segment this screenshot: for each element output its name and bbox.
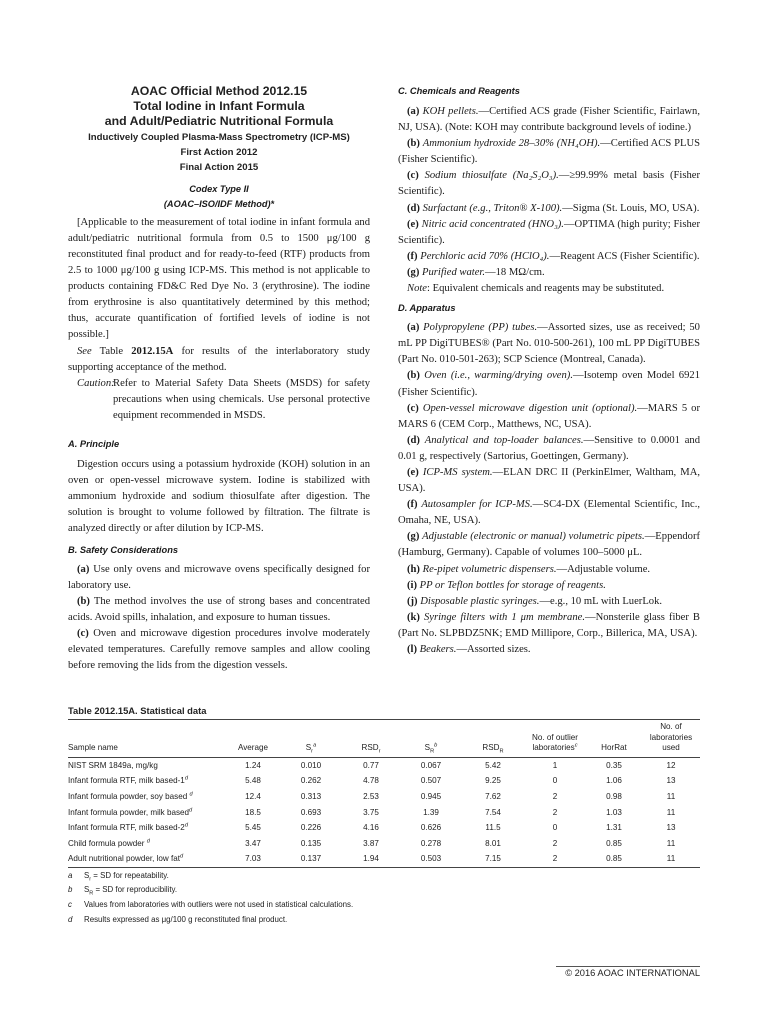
apparatus-list xyxy=(398,320,700,658)
copyright: © 2016 AOAC INTERNATIONAL xyxy=(556,966,700,978)
cell-rsdR: 8.01 xyxy=(485,838,501,848)
col-sample-name: Sample name xyxy=(68,743,118,752)
footnote xyxy=(68,898,700,913)
item-name: Purified water. xyxy=(422,266,485,278)
cell-rsdR: 7.54 xyxy=(485,807,501,817)
sample-name: NIST SRM 1849a, mg/kg xyxy=(68,760,158,770)
item-text: —e.g., 10 mL with LuerLok. xyxy=(539,595,663,607)
apparatus-item xyxy=(398,529,700,561)
col-outlier-labs: No. of outlier laboratories$^c$ xyxy=(532,732,578,752)
cell-sr: 0.135 xyxy=(300,838,322,848)
item-label: (e) xyxy=(407,218,419,230)
item-label: (a) xyxy=(407,322,420,334)
chemicals-item xyxy=(398,249,700,265)
col-average: Average xyxy=(238,743,268,752)
apparatus-item xyxy=(398,368,700,400)
footnote-main: S xyxy=(84,885,90,895)
col-sR: $S_R^b$ xyxy=(424,742,438,755)
cell-rsdR: 11.5 xyxy=(485,823,501,833)
cell-used: 13 xyxy=(666,776,676,786)
footnote-mark: d xyxy=(189,791,193,798)
cell-avg: 18.5 xyxy=(245,807,261,817)
item-label: (c) xyxy=(407,402,419,414)
cell-used: 13 xyxy=(666,823,676,833)
item-name: PP or Teflon bottles for storage of reagents. xyxy=(419,579,606,591)
chemicals-item xyxy=(398,136,700,168)
sample-name: Infant formula powder, milk based xyxy=(68,807,190,817)
item-label: (b) xyxy=(77,595,90,607)
item-name: ICP-MS system. xyxy=(422,466,493,478)
item-label: (l) xyxy=(407,644,417,655)
cell-rsdr: 4.16 xyxy=(363,823,379,833)
chemicals-list xyxy=(398,104,700,281)
method-subtitle-1: Total Iodine in Infant Formula xyxy=(133,99,305,114)
cell-sample-name xyxy=(68,851,226,867)
footnote-main: Results expressed as μg/100 g reconstituted final product. xyxy=(84,915,288,925)
cell-out: 2 xyxy=(552,838,558,848)
applicability-paragraph: [Applicable to the measurement of total iodine in infant formula and adult/pediatric nutritional formula from 0.5 to 1500 μg/100 g reconstituted final product and for ready-to-feed (RTF) products from 2.5 to 1000 μg/100 g using ICP-MS. This method is not applicable to products containing FD&C Red Dye No. 3 (erythrosine). The iodine from erythrosine is also quantitatively determined by this method; thus, accurate quantification of fortified levels of iodine is not possible.] xyxy=(68,216,370,341)
see-table-paragraph: See Table 2012.15A for results of the interlaboratory study supporting acceptance of the method. xyxy=(68,345,371,373)
apparatus-item xyxy=(398,465,700,497)
left-column xyxy=(68,84,370,674)
sample-name: Infant formula RTF, milk based-2 xyxy=(68,823,185,833)
item-text: —Nonsterile glass fiber B (Part No. SLPBDZ5NK; EMD Millipore, Corp., Billerica, MA, USA). xyxy=(398,611,700,639)
cell-hr: 0.98 xyxy=(606,791,622,801)
footnote-mark: d xyxy=(68,915,73,925)
apparatus-item xyxy=(398,497,700,529)
item-label: (f) xyxy=(407,499,418,511)
table-row xyxy=(68,789,700,805)
cell-sr: 0.693 xyxy=(300,807,322,817)
cell-avg: 5.45 xyxy=(245,823,261,833)
footnote-mark: d xyxy=(180,853,184,860)
cell-out: 0 xyxy=(552,823,558,833)
table-body xyxy=(68,757,700,867)
cell-out: 1 xyxy=(552,760,558,770)
cell-sr: 0.313 xyxy=(300,791,322,801)
cell-hr: 0.35 xyxy=(606,760,622,770)
cell-hr: 1.31 xyxy=(606,823,622,833)
item-name: Adjustable (electronic or manual) volumetric pipets. xyxy=(422,531,645,543)
footnote xyxy=(68,913,700,928)
item-text: Oven and microwave digestion procedures involve moderately elevated temperatures. Carefully remove samples and allow cooling before removing the lids from the digestion vessels. xyxy=(68,627,370,672)
chemicals-item xyxy=(398,104,700,136)
cell-sample-name xyxy=(68,773,226,789)
cell-used: 11 xyxy=(666,838,676,848)
apparatus-item xyxy=(398,320,700,368)
final-action: Final Action 2015 xyxy=(179,162,259,174)
item-name: Ammonium hydroxide 28–30% (NH₄OH). xyxy=(422,138,601,150)
cell-rsdR: 5.42 xyxy=(485,760,501,770)
method-title: AOAC Official Method 2012.15 xyxy=(130,84,308,98)
apparatus-item xyxy=(398,642,700,658)
item-label: (e) xyxy=(407,466,419,478)
cell-rsdr: 3.87 xyxy=(363,838,379,848)
cell-avg: 5.48 xyxy=(245,776,261,786)
apparatus-item xyxy=(398,401,700,433)
table-row xyxy=(68,835,700,851)
cell-used: 11 xyxy=(666,854,676,864)
safety-heading: B. Safety Considerations xyxy=(68,544,179,555)
item-text: The method involves the use of strong bases and concentrated acids. Avoid spills, inhalation, and exposure to human tissues. xyxy=(68,595,370,623)
sample-name: Adult nutritional powder, low fat xyxy=(68,854,181,864)
item-name: Surfactant (e.g., Triton® X-100). xyxy=(422,202,563,214)
item-label: (b) xyxy=(407,138,420,150)
footnote-rest: = SD for reproducibility. xyxy=(93,885,178,895)
cell-rsdr: 4.78 xyxy=(363,776,379,786)
footnote-mark: b xyxy=(68,885,73,895)
item-text: —Sigma (St. Louis, MO, USA). xyxy=(562,202,700,214)
sample-name: Child formula powder xyxy=(68,838,147,848)
item-name: Syringe filters with 1 μm membrane. xyxy=(423,611,585,623)
principle-text: Digestion occurs using a potassium hydroxide (KOH) solution in an oven or open-vessel microwave system. Iodine is stabilized with ammonium hydroxide and sodium thiosulfate after digestion. The solution is brought to volume followed by filtration. The filtrate is analyzed directly or after dilution by ICP-MS. xyxy=(68,459,370,535)
chemicals-heading: C. Chemicals and Reagents xyxy=(398,86,520,96)
cell-sr: 0.262 xyxy=(300,776,322,786)
footnote-sub: R xyxy=(89,891,94,898)
item-text: Use only ovens and microwave ovens specifically designed for laboratory use. xyxy=(68,563,370,591)
item-label: (g) xyxy=(407,266,420,278)
item-text: —Certified ACS grade (Fisher Scientific, Fairlawn, NJ, USA). (Note: KOH may contribute background levels of iodine.) xyxy=(398,106,700,134)
apparatus-heading: D. Apparatus xyxy=(398,303,456,314)
cell-hr: 1.06 xyxy=(606,776,622,786)
cell-out: 2 xyxy=(552,791,558,801)
item-label: (f) xyxy=(407,250,418,262)
table-footnotes xyxy=(68,869,700,928)
cell-sr: 0.010 xyxy=(300,760,322,770)
footnote-text xyxy=(84,913,287,928)
cell-rsdr: 2.53 xyxy=(363,791,379,801)
item-name: KOH pellets. xyxy=(422,106,479,117)
table-row xyxy=(68,804,700,820)
item-label: (b) xyxy=(407,370,420,382)
item-text: —SC4-DX (Elemental Scientific, Inc., Omaha, NE, USA). xyxy=(398,499,700,527)
item-text: —Reagent ACS (Fisher Scientific). xyxy=(549,250,700,262)
codex-type: Codex Type II xyxy=(189,183,249,194)
item-label: (d) xyxy=(407,202,420,214)
cell-used: 11 xyxy=(666,807,676,817)
cell-avg: 3.47 xyxy=(245,838,261,848)
item-label: (c) xyxy=(77,627,89,639)
apparatus-item xyxy=(398,594,700,610)
table-caption: Table 2012.15A. Statistical data xyxy=(68,705,207,716)
item-name: Nitric acid concentrated (HNO₃). xyxy=(421,218,564,230)
col-rsdr: $RSD_r$ xyxy=(361,743,381,755)
cell-rsdr: 0.77 xyxy=(363,760,379,770)
first-action: First Action 2012 xyxy=(180,147,258,159)
footnote-main: S xyxy=(84,870,90,880)
cell-sR: 0.507 xyxy=(420,776,442,786)
cell-sR: 1.39 xyxy=(423,807,439,817)
col-labs-used: No. of laboratories used xyxy=(649,722,693,752)
cell-sample-name xyxy=(68,835,226,851)
item-label: (j) xyxy=(407,595,418,607)
cell-sR: 0.067 xyxy=(420,760,442,770)
item-label: (h) xyxy=(407,563,420,575)
item-name: Open-vessel microwave digestion unit (optional). xyxy=(422,402,638,414)
cell-used: 11 xyxy=(666,791,676,801)
cell-out: 0 xyxy=(552,776,558,786)
item-text: —Isotemp oven Model 6921 (Fisher Scientific). xyxy=(398,370,700,398)
cell-sR: 0.503 xyxy=(420,854,442,864)
item-name: Disposable plastic syringes. xyxy=(420,595,540,607)
cell-out: 2 xyxy=(552,854,558,864)
sample-name: Infant formula RTF, milk based-1 xyxy=(68,776,185,786)
cell-sr: 0.226 xyxy=(300,823,322,833)
chemicals-item xyxy=(398,265,700,281)
safety-item xyxy=(68,626,370,674)
chemicals-item xyxy=(398,217,700,249)
item-text: —Assorted sizes. xyxy=(456,644,531,655)
apparatus-item xyxy=(398,610,700,642)
cell-hr: 0.85 xyxy=(606,838,622,848)
table-row xyxy=(68,851,700,867)
apparatus-item xyxy=(398,578,700,594)
cell-out: 2 xyxy=(552,807,558,817)
item-label: (i) xyxy=(407,579,417,591)
item-name: Analytical and top-loader balances. xyxy=(424,434,584,446)
safety-list xyxy=(68,562,370,675)
cell-avg: 7.03 xyxy=(245,854,261,864)
table-header-row xyxy=(68,720,700,758)
item-text: —Sensitive to 0.0001 and 0.01 g, respectively (Sartorius, Goettingen, Germany). xyxy=(398,434,700,462)
method-subtitle-2: and Adult/Pediatric Nutritional Formula xyxy=(104,114,334,129)
item-label: (d) xyxy=(407,434,420,446)
item-label: (c) xyxy=(407,170,419,182)
col-rsdR: $RSD_R$ xyxy=(482,743,504,755)
cell-avg: 1.24 xyxy=(245,760,261,770)
item-label: (a) xyxy=(77,563,90,575)
item-name: Autosampler for ICP-MS. xyxy=(421,499,533,511)
method-technique: Inductively Coupled Plasma-Mass Spectrometry (ICP-MS) xyxy=(88,131,350,143)
col-sr: $S_r^a$ xyxy=(305,742,317,755)
item-name: Beakers. xyxy=(419,644,457,655)
cell-avg: 12.4 xyxy=(245,791,261,801)
footnote-mark: d xyxy=(184,822,188,829)
item-text: —ELAN DRC II (PerkinElmer, Waltham, MA, USA). xyxy=(398,466,700,495)
footnote-text xyxy=(84,883,177,898)
footnote-mark: c xyxy=(68,900,72,910)
cell-sample-name xyxy=(68,789,226,805)
item-name: Sodium thiosulfate (Na₂S₂O₃). xyxy=(424,170,559,182)
footnote xyxy=(68,883,700,898)
right-column xyxy=(398,84,700,658)
footnote-mark: d xyxy=(189,806,193,813)
cell-rsdR: 7.62 xyxy=(485,791,501,801)
item-text: —Assorted sizes, use as received; 50 mL PP DigiTUBES® (Part No. 010-500-261), 100 mL PP DigiTUBES (Part No. 010-501-263); SCP Science (Montreal, Canada). xyxy=(398,322,700,366)
chemicals-item xyxy=(398,168,700,200)
footnote-mark: a xyxy=(68,870,73,880)
item-text: —OPTIMA (high purity; Fisher Scientific). xyxy=(398,218,700,246)
cell-sR: 0.278 xyxy=(420,838,442,848)
cell-sample-name xyxy=(68,820,226,836)
item-text: —≥99.99% metal basis (Fisher Scientific). xyxy=(398,170,701,198)
item-text: —Adjustable volume. xyxy=(556,563,651,575)
footnote xyxy=(68,869,700,884)
footnote-mark: d xyxy=(146,838,150,845)
item-name: Perchloric acid 70% (HClO₄). xyxy=(420,250,550,262)
table-row xyxy=(68,773,700,789)
statistical-data-table xyxy=(68,719,700,868)
apparatus-item xyxy=(398,562,700,578)
table-row xyxy=(68,757,700,773)
caution-label: Caution: xyxy=(77,377,115,389)
apparatus-item xyxy=(398,433,700,465)
statistical-data-table-section xyxy=(68,705,700,928)
item-text: —MARS 5 or MARS 6 (CEM Corp., Matthews, NC, USA). xyxy=(398,402,700,430)
item-label: (g) xyxy=(407,531,420,543)
chemicals-note: Note: Equivalent chemicals and reagents may be substituted. xyxy=(407,283,665,295)
caution-note xyxy=(68,376,370,424)
cell-used: 12 xyxy=(666,760,676,770)
cell-sR: 0.626 xyxy=(420,823,442,833)
footnote-text xyxy=(84,898,353,913)
footnote-rest: = SD for repeatability. xyxy=(91,870,169,880)
chemicals-item xyxy=(398,201,700,217)
caution-text: Refer to Material Safety Data Sheets (MSDS) for safety precautions when using chemicals. Use personal protective equipment recommended in MSDS. xyxy=(113,377,370,421)
cell-rsdr: 1.94 xyxy=(363,854,379,864)
footnote-text xyxy=(84,869,169,884)
item-text: —Eppendorf (Hamburg, Germany). Capable of volumes 100–5000 μL. xyxy=(398,531,701,559)
codex-method: (AOAC–ISO/IDF Method)* xyxy=(163,198,275,209)
footnote-main: Values from laboratories with outliers were not used in statistical calculations. xyxy=(84,900,354,910)
footnote-sub: r xyxy=(89,876,92,883)
item-name: Oven (i.e., warming/drying oven). xyxy=(424,370,573,382)
item-label: (k) xyxy=(407,611,420,623)
cell-sr: 0.137 xyxy=(300,854,322,864)
footnote-mark: d xyxy=(184,775,188,782)
principle-heading: A. Principle xyxy=(68,439,120,450)
cell-sample-name xyxy=(68,804,226,820)
item-name: Re-pipet volumetric dispensers. xyxy=(422,563,557,575)
item-text: —Certified ACS PLUS (Fisher Scientific). xyxy=(398,138,700,166)
cell-sR: 0.945 xyxy=(420,791,442,801)
item-text: —18 MΩ/cm. xyxy=(485,266,545,278)
cell-rsdR: 9.25 xyxy=(485,776,501,786)
cell-hr: 0.85 xyxy=(606,854,622,864)
safety-item xyxy=(68,594,370,626)
item-label: (a) xyxy=(407,106,420,117)
safety-item xyxy=(68,562,370,594)
cell-rsdr: 3.75 xyxy=(363,807,379,817)
sample-name: Infant formula powder, soy based xyxy=(68,791,190,801)
col-horrat: HorRat xyxy=(601,743,627,752)
cell-rsdR: 7.15 xyxy=(485,854,501,864)
item-name: Polypropylene (PP) tubes. xyxy=(423,322,538,334)
cell-sample-name xyxy=(68,757,226,773)
cell-hr: 1.03 xyxy=(606,807,622,817)
table-row xyxy=(68,820,700,836)
